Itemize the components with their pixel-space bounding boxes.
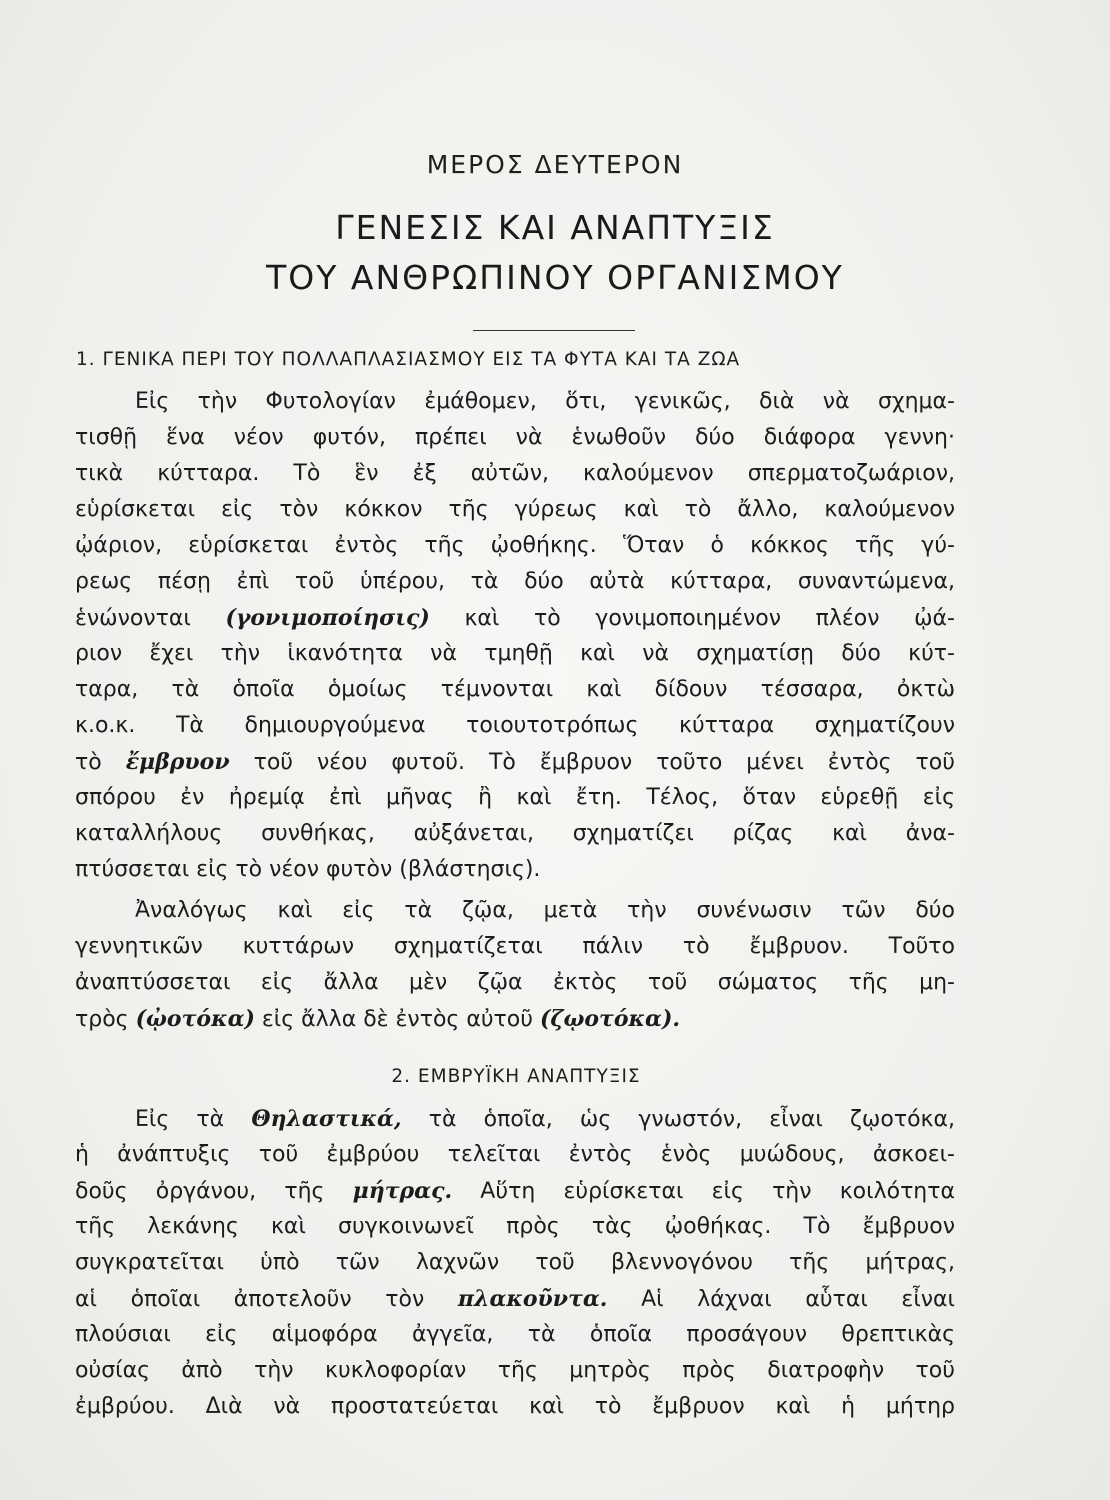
text-line: Ἀναλόγως καὶ εἰς τὰ ζῷα, μετὰ τὴν συνένωσιν τῶν δύο: [135, 898, 955, 923]
text-line: ἀναπτύσσεται εἰς ἄλλα μὲν ζῷα ἐκτὸς τοῦ σώματος τῆς μη-: [75, 970, 955, 995]
emphasis-term: (ζῳοτόκα).: [540, 1006, 681, 1032]
text-line: σπόρου ἐν ἠρεμίᾳ ἐπὶ μῆνας ἢ καὶ ἔτη. Τέλος, ὅταν εὑρεθῇ εἰς: [75, 785, 955, 810]
text-line: πτύσσεται εἰς τὸ νέον φυτὸν (βλάστησις).: [75, 857, 541, 882]
part-label: ΜΕΡΟΣ ΔΕΥΤΕΡΟΝ: [426, 150, 684, 179]
text-line: αἱ ὁποῖαι ἀποτελοῦν τὸν πλακοῦντα. Αἱ λάχναι αὗται εἶναι: [75, 1286, 955, 1312]
emphasis-term: πλακοῦντα.: [457, 1286, 608, 1312]
text-line: πλούσιαι εἰς αἱμοφόρα ἀγγεῖα, τὰ ὁποῖα προσάγουν θρεπτικὰς: [75, 1322, 955, 1347]
emphasis-term: μήτρας.: [352, 1178, 453, 1204]
emphasis-term: (ᾠοτόκα): [135, 1006, 255, 1032]
text-line: τρὸς (ᾠοτόκα) εἰς ἄλλα δὲ ἐντὸς αὐτοῦ (ζῳοτόκα).: [75, 1006, 681, 1032]
text-line: συγκρατεῖται ὑπὸ τῶν λαχνῶν τοῦ βλεννογόνου τῆς μήτρας,: [75, 1250, 955, 1275]
emphasis-term: (γονιμοποίησις): [225, 605, 430, 631]
text-line: Εἰς τὰ Θηλαστικά, τὰ ὁποῖα, ὡς γνωστόν, εἶναι ζῳοτόκα,: [135, 1106, 955, 1132]
text-line: δοῦς ὀργάνου, τῆς μήτρας. Αὕτη εὑρίσκεται εἰς τὴν κοιλότητα: [75, 1178, 955, 1204]
text-line: ἡ ἀνάπτυξις τοῦ ἐμβρύου τελεῖται ἐντὸς ἑνὸς μυώδους, ἀσκοει-: [75, 1142, 955, 1167]
text-line: οὐσίας ἀπὸ τὴν κυκλοφορίαν τῆς μητρὸς πρὸς διατροφὴν τοῦ: [75, 1358, 955, 1383]
text-line: γεννητικῶν κυττάρων σχηματίζεται πάλιν τὸ ἔμβρυον. Τοῦτο: [75, 934, 955, 959]
text-line: κ.ο.κ. Τὰ δημιουργούμενα τοιουτοτρόπως κύτταρα σχηματίζουν: [75, 713, 955, 738]
text-line: εὑρίσκεται εἰς τὸν κόκκον τῆς γύρεως καὶ τὸ ἄλλο, καλούμενον: [75, 497, 955, 522]
text-line: Εἰς τὴν Φυτολογίαν ἐμάθομεν, ὅτι, γενικῶς, διὰ νὰ σχημα-: [135, 389, 955, 414]
section-heading-1: 1. ΓΕΝΙΚΑ ΠΕΡΙ ΤΟΥ ΠΟΛΛΑΠΛΑΣΙΑΣΜΟΥ ΕΙΣ ΤΑ ΦΥΤΑ ΚΑΙ ΤΑ ΖΩΑ: [76, 349, 741, 370]
title-divider: [473, 330, 635, 331]
text-line: τισθῇ ἕνα νέον φυτόν, πρέπει νὰ ἑνωθοῦν δύο διάφορα γεννη·: [75, 425, 955, 450]
text-line: ἐμβρύου. Διὰ νὰ προστατεύεται καὶ τὸ ἔμβρυον καὶ ἡ μήτηρ: [75, 1394, 955, 1419]
text-line: τὸ ἔμβρυον τοῦ νέου φυτοῦ. Τὸ ἔμβρυον τοῦτο μένει ἐντὸς τοῦ: [75, 749, 955, 775]
text-line: ταρα, τὰ ὁποῖα ὁμοίως τέμνονται καὶ δίδουν τέσσαρα, ὀκτὼ: [75, 677, 955, 702]
section-heading-2: 2. ΕΜΒΡΥΪΚΗ ΑΝΑΠΤΥΞΙΣ: [391, 1066, 641, 1087]
text-line: τῆς λεκάνης καὶ συγκοινωνεῖ πρὸς τὰς ᾠοθήκας. Τὸ ἔμβρυον: [75, 1214, 955, 1239]
text-line: καταλλήλους συνθήκας, αὐξάνεται, σχηματίζει ρίζας καὶ ἀνα-: [75, 821, 955, 846]
page-title-line-2: ΤΟΥ ΑΝΘΡΩΠΙΝΟΥ ΟΡΓΑΝΙΣΜΟΥ: [266, 258, 844, 297]
emphasis-term: Θηλαστικά,: [251, 1106, 402, 1132]
text-line: ριον ἔχει τὴν ἱκανότητα νὰ τμηθῇ καὶ νὰ σχηματίσῃ δύο κύτ-: [75, 641, 955, 666]
text-line: ρεως πέσῃ ἐπὶ τοῦ ὑπέρου, τὰ δύο αὐτὰ κύτταρα, συναντώμενα,: [75, 569, 955, 594]
text-line: τικὰ κύτταρα. Τὸ ἓν ἐξ αὐτῶν, καλούμενον σπερματοζωάριον,: [75, 461, 955, 486]
text-line: ᾠάριον, εὑρίσκεται ἐντὸς τῆς ᾠοθήκης. Ὅταν ὁ κόκκος τῆς γύ-: [75, 533, 955, 558]
text-line: ἑνώνονται (γονιμοποίησις) καὶ τὸ γονιμοποιημένον πλέον ᾠά-: [75, 605, 955, 631]
page-title-line-1: ΓΕΝΕΣΙΣ ΚΑΙ ΑΝΑΠΤΥΞΙΣ: [335, 208, 775, 247]
emphasis-term: ἔμβρυον: [125, 749, 230, 775]
